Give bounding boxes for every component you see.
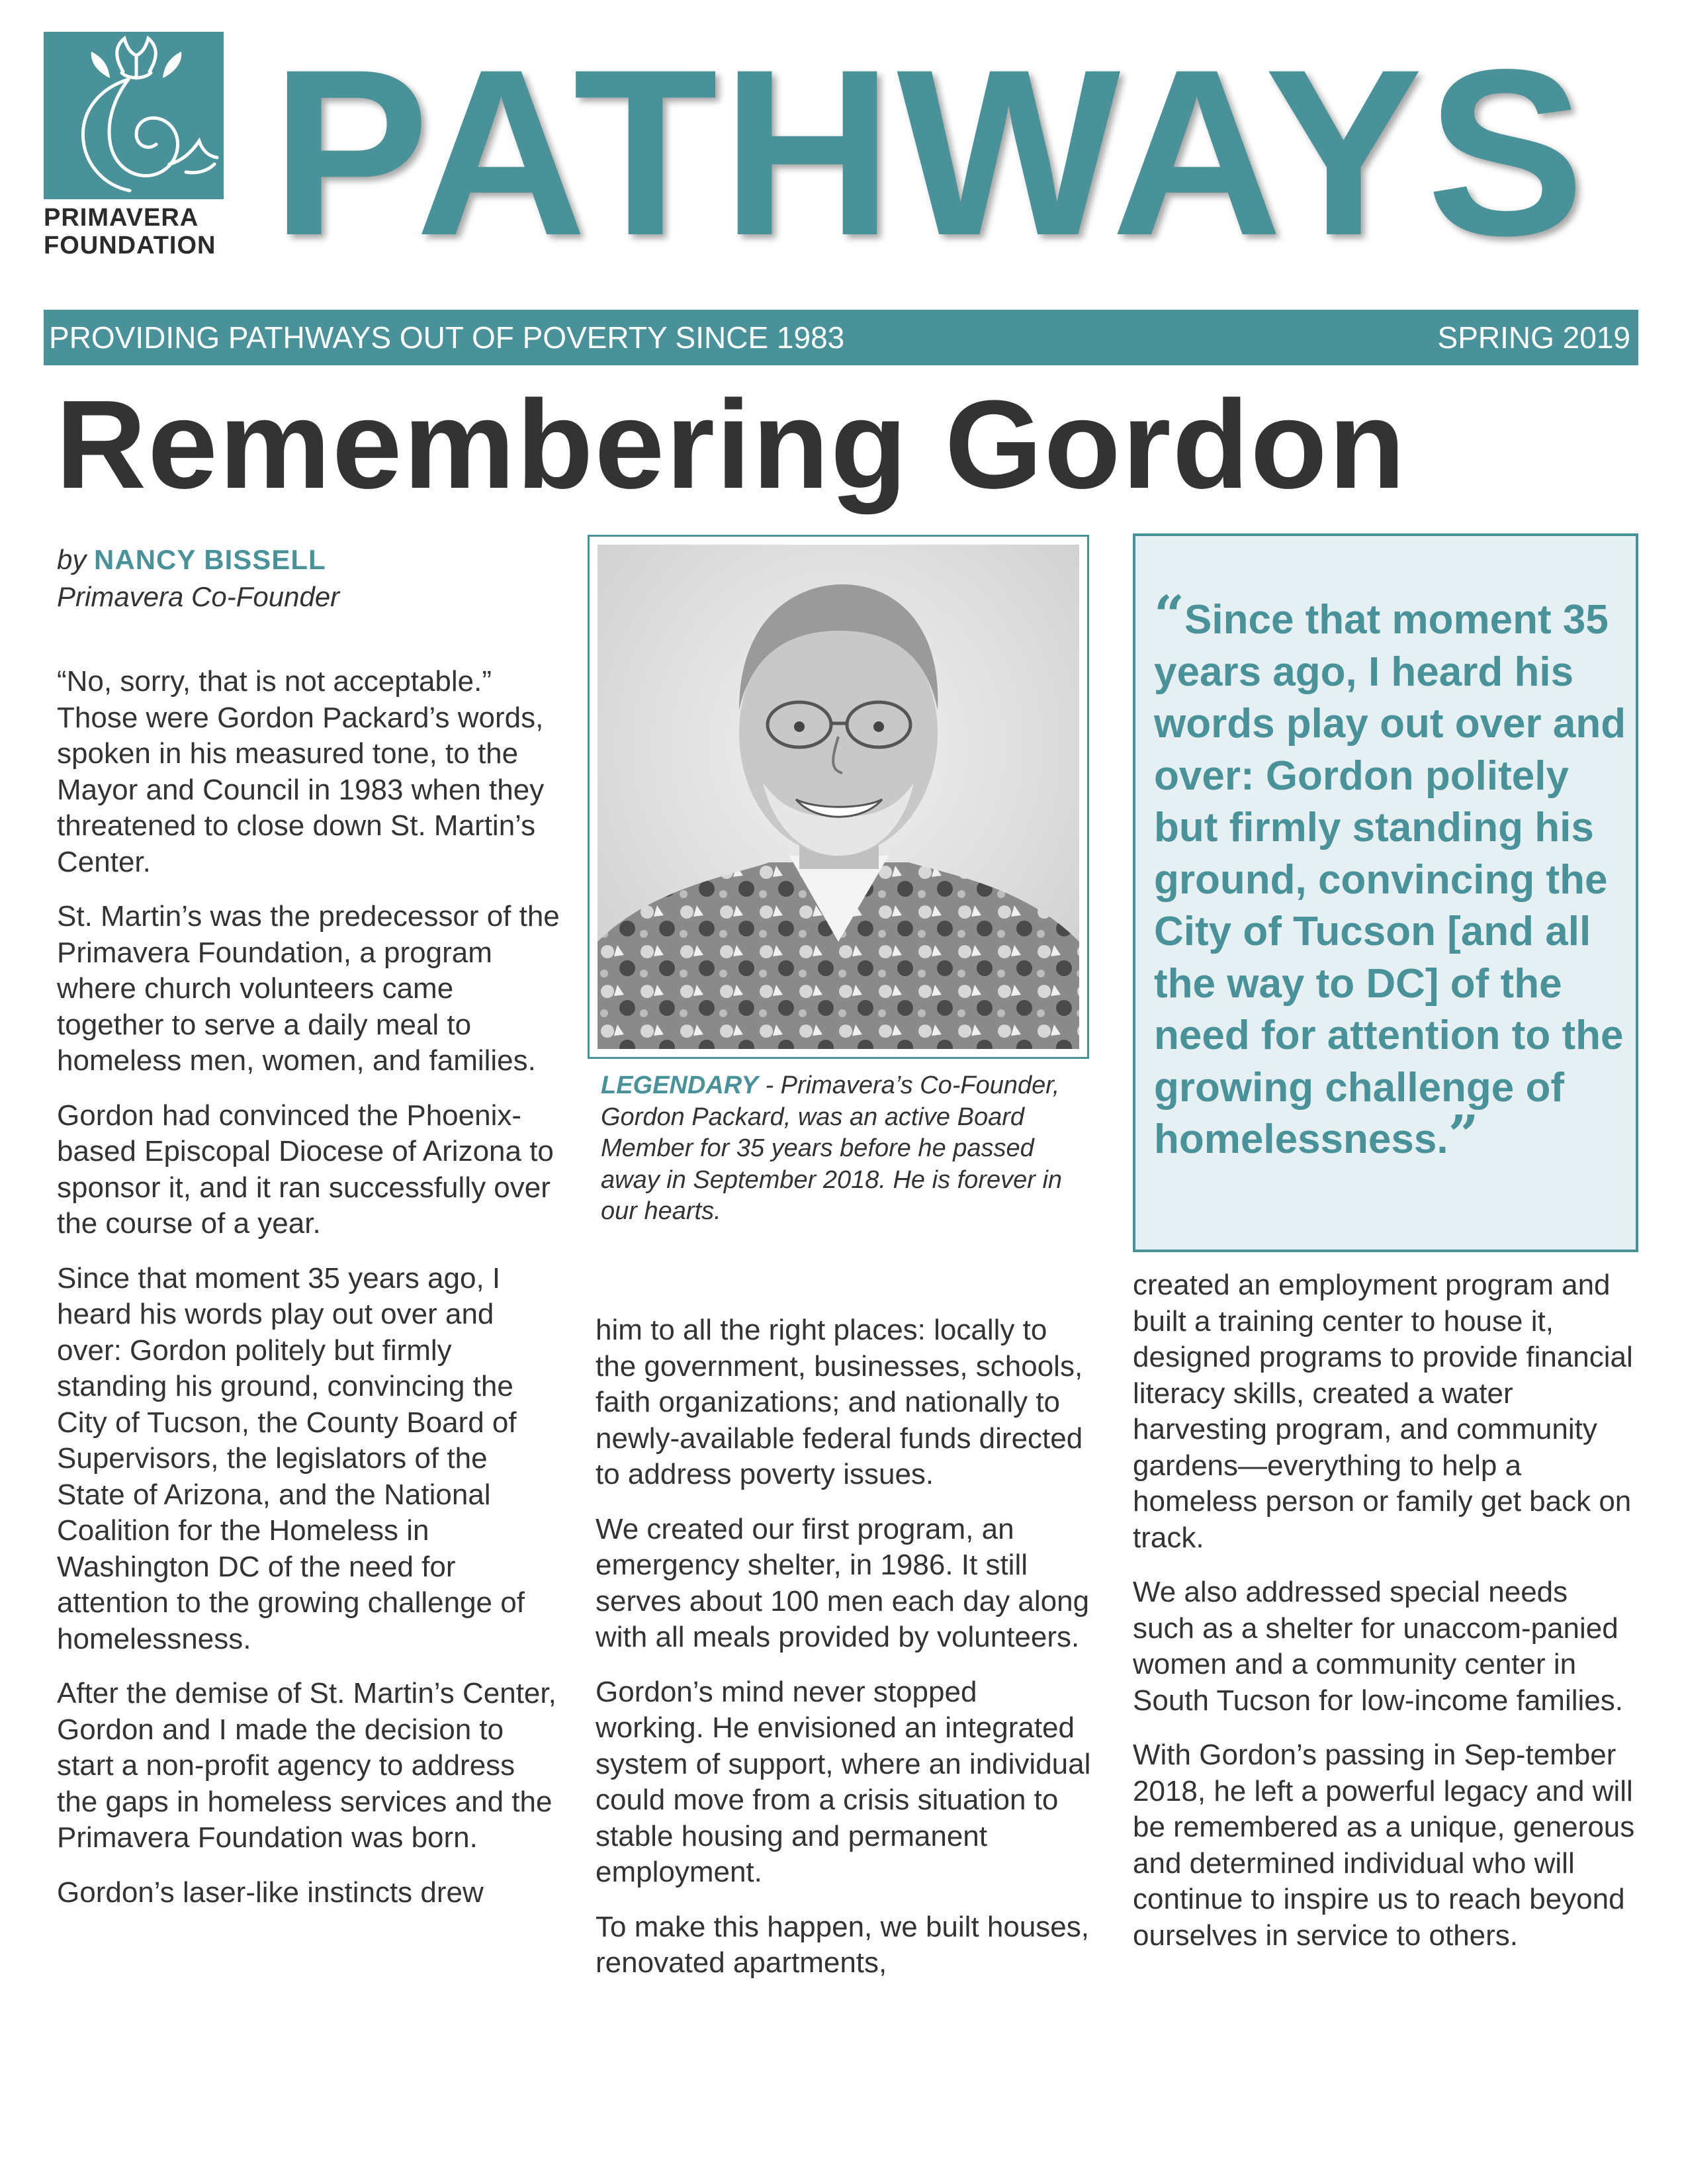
photo-frame bbox=[588, 535, 1089, 1059]
paragraph: Gordon had convinced the Phoenix-based Episcopal Diocese of Arizona to sponsor it, and it ran successfully over the course of a year. bbox=[57, 1099, 554, 1240]
paragraph: St. Martin’s was the predecessor of the Primavera Foundation, a program where church volunteers came together to serve a daily meal to homeless men, women, and families. bbox=[57, 900, 560, 1077]
pull-quote-box bbox=[1133, 533, 1638, 1252]
paragraph: We also addressed special needs such as a shelter for unaccom-panied women and a community center in South Tucson for low-income families. bbox=[1133, 1576, 1623, 1717]
close-quote-mark: ” bbox=[1448, 1103, 1479, 1165]
byline-role: Primavera Co-Founder bbox=[57, 581, 340, 612]
logo-mark bbox=[44, 32, 224, 199]
logo-line-2: FOUNDATION bbox=[44, 232, 216, 259]
gordon-packard-portrait-photo bbox=[598, 545, 1079, 1049]
paragraph: After the demise of St. Martin’s Center, Gordon and I made the decision to start a non-profit agency to address the gaps in homeless services and the Primavera Foundation was born. bbox=[57, 1677, 556, 1854]
paragraph: Gordon’s mind never stopped working. He envisioned an integrated system of support, where an individual could move from a crisis situation to stable housing and permanent employment. bbox=[596, 1675, 1091, 1888]
pull-quote bbox=[1154, 584, 1637, 1166]
tagline-banner bbox=[44, 310, 1638, 365]
masthead-title: PATHWAYS bbox=[271, 20, 1589, 285]
primavera-flower-logo-icon bbox=[44, 32, 224, 199]
article-column-3 bbox=[1133, 1267, 1636, 1972]
pull-quote-text: Since that moment 35 years ago, I heard his words play out over and over: Gordon politely but firmly standing his ground, convincing the City of Tucson [and all the way to DC] of the need for attention to the growing challenge of homelessness. bbox=[1154, 597, 1626, 1162]
article-headline: Remembering Gordon bbox=[56, 375, 1407, 515]
paragraph: Since that moment 35 years ago, I heard his words play out over and over: Gordon politely but firmly standing his ground, convincing the City of Tucson, the County Board of Supervisors, the legislators of the State of Arizona, and the National Coalition for the Homeless in Washington DC of the need for attention to the growing challenge of homelessness. bbox=[57, 1261, 525, 1655]
paragraph: “No, sorry, that is not acceptable.” Those were Gordon Packard’s words, spoken in his measured tone, to the Mayor and Council in 1983 when they threatened to close down St. Martin’s Center. bbox=[57, 665, 545, 878]
byline-prefix: by bbox=[57, 544, 87, 575]
caption-lead: LEGENDARY bbox=[601, 1071, 758, 1099]
byline-author: NANCY BISSELL bbox=[94, 544, 326, 575]
article-column-1 bbox=[57, 664, 560, 1929]
photo-caption bbox=[601, 1070, 1090, 1228]
issue-date: SPRING 2019 bbox=[1437, 320, 1630, 355]
paragraph: him to all the right places: locally to the government, businesses, schools, faith organizations; and nationally to newly-available federal funds directed to address poverty issues. bbox=[596, 1314, 1083, 1490]
article-column-2 bbox=[596, 1312, 1092, 2000]
paragraph: We created our first program, an emergency shelter, in 1986. It still serves about 100 men each day along with all meals provided by volunteers. bbox=[596, 1512, 1090, 1653]
tagline-text: PROVIDING PATHWAYS OUT OF POVERTY SINCE 1983 bbox=[49, 320, 845, 355]
paragraph: To make this happen, we built houses, renovated apartments, bbox=[596, 1910, 1090, 1979]
logo-wordmark bbox=[44, 204, 242, 259]
logo-line-1: PRIMAVERA bbox=[44, 204, 199, 232]
open-quote-mark: “ bbox=[1154, 584, 1185, 646]
paragraph: With Gordon’s passing in Sep-tember 2018, he left a powerful legacy and will be remembered as a unique, generous and determined individual who will continue to inspire us to reach beyond ourselves in service to others. bbox=[1133, 1739, 1635, 1952]
paragraph: created an employment program and built a training center to house it, designed programs to provide financial literacy skills, created a water harvesting program, and community gardens—everything to help a homeless person or family get back on track. bbox=[1133, 1269, 1633, 1554]
byline bbox=[57, 541, 560, 615]
caption-text: - Primavera’s Co-Founder, Gordon Packard, was an active Board Member for 35 years before he passed away in September 2018. He is forever in our hearts. bbox=[601, 1071, 1063, 1225]
paragraph: Gordon’s laser-like instincts drew bbox=[57, 1876, 484, 1909]
